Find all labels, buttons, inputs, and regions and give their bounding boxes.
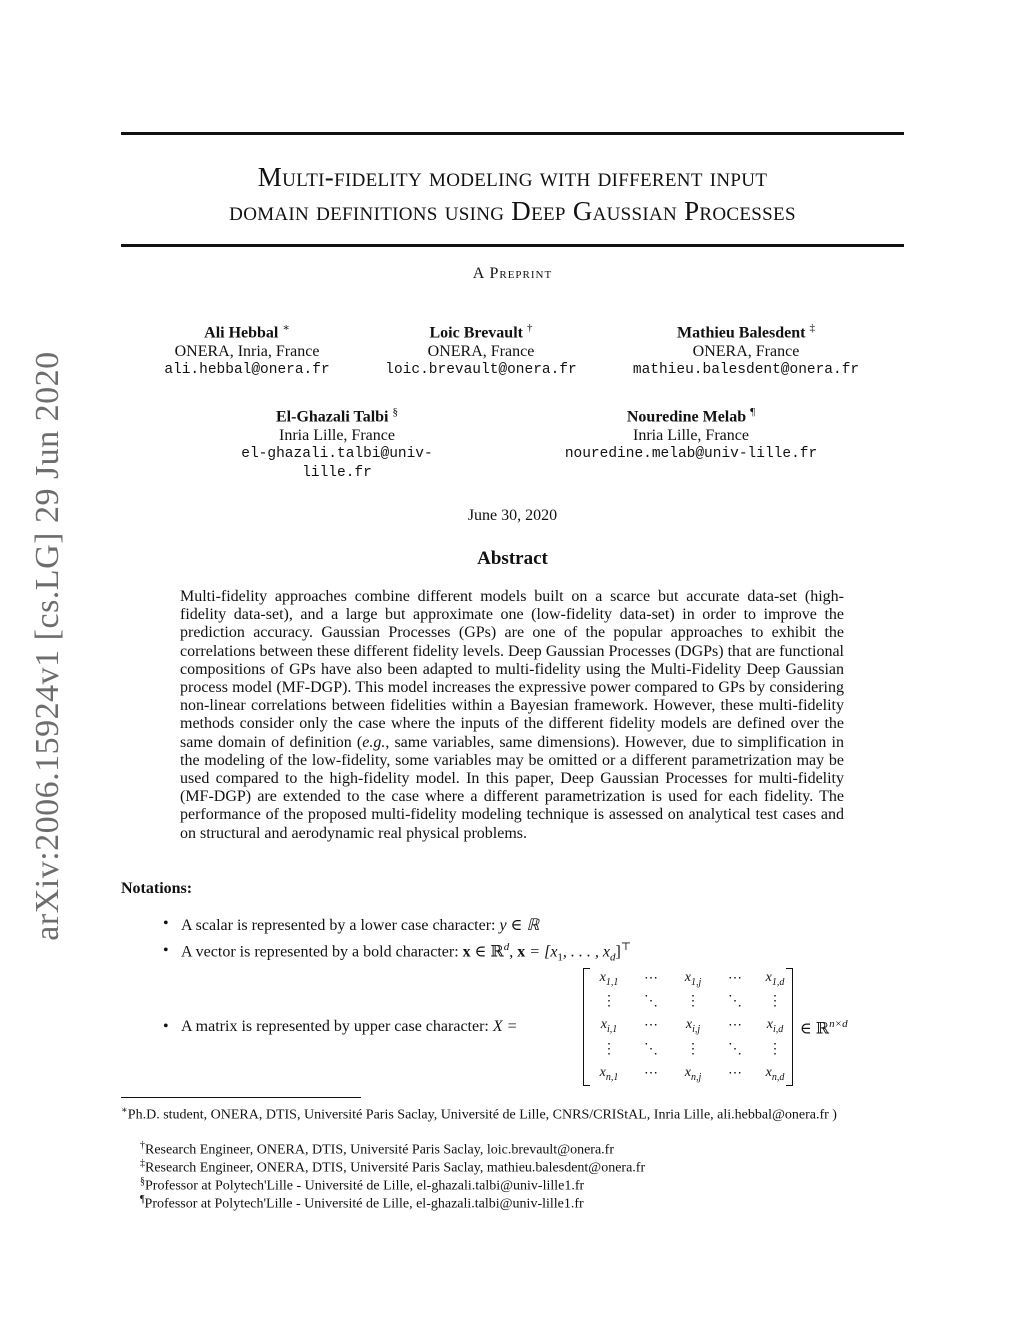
- matrix-cell: $x_{n,1}$: [599, 1065, 619, 1083]
- paper-title-line-1: Multi-fidelity modeling with different input: [257, 162, 768, 192]
- matrix-domain: ∈ ℝ$^{n\times d}$: [800, 1018, 848, 1038]
- footnote: ‡Research Engineer, ONERA, DTIS, Université Paris Saclay, mathieu.balesdent@onera.fr: [140, 1158, 646, 1176]
- matrix-cell: ⋯: [644, 1066, 658, 1081]
- author-name: El-Ghazali Talbi §: [276, 406, 398, 426]
- title-rule-top: [121, 132, 904, 135]
- author-block: [561, 403, 821, 464]
- matrix-cell: $x_{1,d}$: [765, 970, 785, 988]
- author-email[interactable]: loic.brevault@onera.fr: [385, 362, 577, 379]
- bullet-marker: •: [163, 915, 169, 932]
- matrix-cell: ⋯: [644, 1018, 658, 1033]
- bullet-marker: •: [163, 942, 169, 959]
- matrix-cell: ⋯: [728, 1066, 742, 1081]
- matrix-cell: ⋮: [602, 994, 616, 1009]
- author-email[interactable]: el-ghazali.talbi@univ-lille.fr: [241, 446, 433, 482]
- notation-scalar: A scalar is represented by a lower case character: y ∈ ℝ: [181, 917, 540, 934]
- abstract-heading: Abstract: [477, 548, 548, 569]
- matrix-cell: $x_{1,j}$: [684, 970, 702, 988]
- footnote: ¶Professor at Polytech'Lille - Université de Lille, el-ghazali.talbi@univ-lille1.fr: [140, 1194, 584, 1212]
- matrix-cell: ⋮: [686, 1042, 700, 1057]
- author-block: [616, 319, 876, 380]
- author-name: Nouredine Melab ¶: [626, 406, 756, 426]
- matrix-cell: $x_{n,j}$: [684, 1065, 702, 1083]
- author-affiliation: Inria Lille, France: [633, 427, 749, 445]
- matrix-cell: ⋱: [728, 1042, 742, 1057]
- matrix-cell: ⋯: [728, 971, 742, 986]
- abstract-body: Multi-fidelity approaches combine different models built on a scarce but accurate data-set (high-fidelity data-set), and a large but approximate one (low-fidelity data-set) in order to improve the prediction accuracy. Gaussian Processes (GPs) are one of the popular approaches to exhibit the correlations between these different fidelity levels. Deep Gaussian Processes (DGPs) that are functional compositions of GPs have also been adapted to multi-fidelity using the Multi-Fidelity Deep Gaussian process model (MF-DGP). This model increases the expressive power compared to GPs by considering non-linear correlations between fidelities within a Bayesian framework. However, these multi-fidelity methods consider only the case where the inputs of the different fidelity models are defined over the same domain of definition (e.g., same variables, same dimensions). However, due to simplification in the modeling of the low-fidelity, some variables may be omitted or a different parametrization may be used compared to the high-fidelity model. In this paper, Deep Gaussian Processes for multi-fidelity (MF-DGP) are extended to the case where a different parametrization is used for each fidelity. The performance of the proposed multi-fidelity modeling technique is assessed on analytical test cases and on structural and aerodynamic real physical problems.: [180, 588, 844, 842]
- author-email[interactable]: ali.hebbal@onera.fr: [164, 362, 330, 379]
- matrix-cell: $x_{i,j}$: [685, 1017, 701, 1035]
- paper-title: [121, 160, 904, 228]
- preprint-label: A Preprint: [472, 265, 553, 282]
- footnote-mark: §: [392, 406, 398, 418]
- footnote: †Research Engineer, ONERA, DTIS, Université Paris Saclay, loic.brevault@onera.fr: [140, 1140, 614, 1158]
- matrix-cell: $x_{i,1}$: [600, 1017, 618, 1035]
- footnote-mark: †: [526, 322, 533, 334]
- footnote: §Professor at Polytech'Lille - Université de Lille, el-ghazali.talbi@univ-lille1.fr: [140, 1176, 585, 1194]
- matrix-cell: ⋱: [644, 1042, 658, 1057]
- matrix-cell: ⋮: [768, 994, 782, 1009]
- matrix-cell: ⋯: [644, 971, 658, 986]
- title-rule-bottom: [121, 244, 904, 247]
- publication-date: June 30, 2020: [467, 507, 558, 524]
- author-name: Ali Hebbal ∗: [204, 322, 290, 342]
- notation-vector: A vector is represented by a bold character: x ∈ ℝ$^d$, $x = [x_1$, . . . , $x_d]^⊤$: [181, 941, 632, 964]
- author-affiliation: ONERA, France: [427, 343, 535, 361]
- author-affiliation: ONERA, France: [692, 343, 800, 361]
- bullet-marker: •: [163, 1018, 169, 1035]
- matrix-cell: $x_{1,1}$: [599, 970, 619, 988]
- footnote-mark: ¶: [750, 406, 756, 418]
- matrix-x: [583, 968, 793, 1086]
- footnote: ∗Ph.D. student, ONERA, DTIS, Université Paris Saclay, Université de Lille, CNRS/CRIStAL, Inria Lille, ali.hebbal@onera.fr ): [121, 1105, 837, 1123]
- author-block: [351, 319, 611, 380]
- notations-heading: Notations:: [121, 880, 193, 897]
- matrix-cell: ⋮: [768, 1042, 782, 1057]
- notation-matrix: A matrix is represented by upper case character: X =: [181, 1018, 518, 1035]
- footnote-mark: ‡: [809, 322, 815, 334]
- author-affiliation: Inria Lille, France: [279, 427, 395, 445]
- author-email[interactable]: nouredine.melab@univ-lille.fr: [564, 446, 818, 463]
- matrix-cell: ⋱: [728, 994, 742, 1009]
- matrix-cell: ⋯: [728, 1018, 742, 1033]
- author-email[interactable]: mathieu.balesdent@onera.fr: [632, 362, 860, 379]
- matrix-cell: ⋱: [644, 994, 658, 1009]
- matrix-cell: $x_{n,d}$: [765, 1065, 785, 1083]
- arxiv-identifier-stamp: arXiv:2006.15924v1 [cs.LG] 29 Jun 2020: [29, 351, 66, 941]
- matrix-cell: $x_{i,d}$: [766, 1017, 784, 1035]
- footnote-mark: ∗: [282, 322, 290, 334]
- matrix-cell: ⋮: [602, 1042, 616, 1057]
- author-block: [207, 403, 467, 483]
- author-name: Mathieu Balesdent ‡: [677, 322, 815, 342]
- paper-title-line-2: domain definitions using Deep Gaussian Processes: [229, 196, 796, 226]
- author-affiliation: ONERA, Inria, France: [174, 343, 320, 361]
- author-block: [117, 319, 377, 380]
- author-name: Loic Brevault †: [429, 322, 533, 342]
- matrix-cell: ⋮: [686, 994, 700, 1009]
- footnote-rule: [121, 1097, 361, 1098]
